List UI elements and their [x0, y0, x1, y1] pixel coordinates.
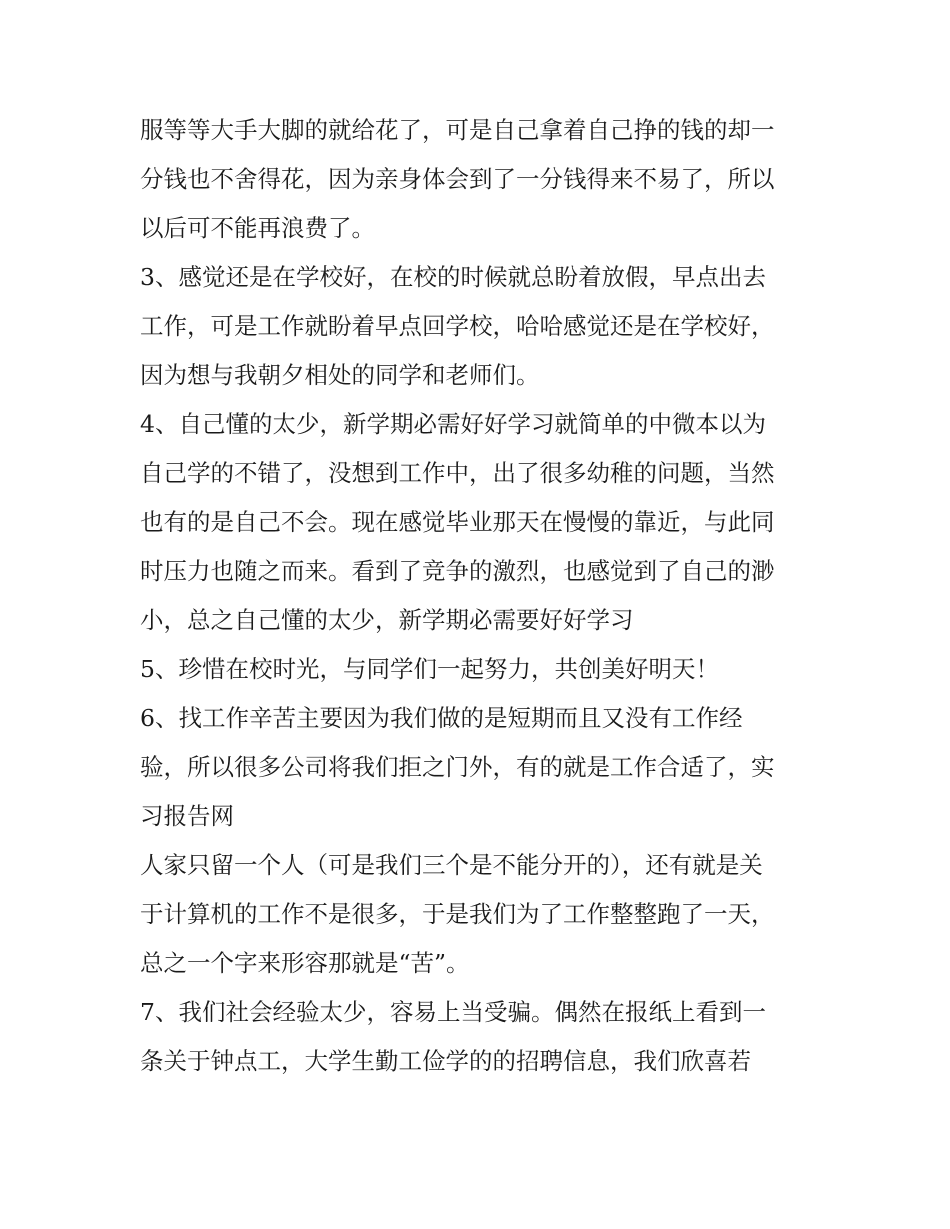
text-line: 7、我们社会经验太少，容易上当受骗。偶然在报纸上看到一 [140, 998, 766, 1026]
text-line: 习报告网 [140, 802, 234, 830]
text-line: 服等等大手大脚的就给花了，可是自己拿着自己挣的钱的却一 [140, 116, 775, 144]
text-line: 工作，可是工作就盼着早点回学校，哈哈感觉还是在学校好， [140, 312, 775, 340]
document-body [140, 106, 820, 1086]
text-line: 自己学的不错了，没想到工作中，出了很多幼稚的问题，当然 [140, 459, 775, 487]
text-line: 也有的是自己不会。现在感觉毕业那天在慢慢的靠近，与此同 [140, 508, 775, 536]
text-line: 3、感觉还是在学校好，在校的时候就总盼着放假，早点出去 [140, 263, 766, 291]
text-line: 验，所以很多公司将我们拒之门外，有的就是工作合适了，实 [140, 753, 775, 781]
text-line: 总之一个字来形容那就是“苦”。 [140, 949, 470, 977]
text-line: 5、珍惜在校时光，与同学们一起努力，共创美好明天！ [140, 655, 719, 683]
text-line: 以后可不能再浪费了。 [140, 214, 375, 242]
text-line: 6、找工作辛苦主要因为我们做的是短期而且又没有工作经 [140, 704, 743, 732]
text-line: 条关于钟点工，大学生勤工俭学的的招聘信息，我们欣喜若 [140, 1047, 751, 1075]
text-line: 因为想与我朝夕相处的同学和老师们。 [140, 361, 540, 389]
text-line: 4、自己懂的太少，新学期必需好好学习就简单的中微本以为 [140, 410, 766, 438]
text-line: 于计算机的工作不是很多，于是我们为了工作整整跑了一天， [140, 900, 775, 928]
text-line: 人家只留一个人（可是我们三个是不能分开的），还有就是关 [140, 851, 763, 879]
text-line: 时压力也随之而来。看到了竞争的激烈，也感觉到了自己的渺 [140, 557, 775, 585]
text-line: 小，总之自己懂的太少，新学期必需要好好学习 [140, 606, 634, 634]
text-line: 分钱也不舍得花，因为亲身体会到了一分钱得来不易了，所以 [140, 165, 775, 193]
